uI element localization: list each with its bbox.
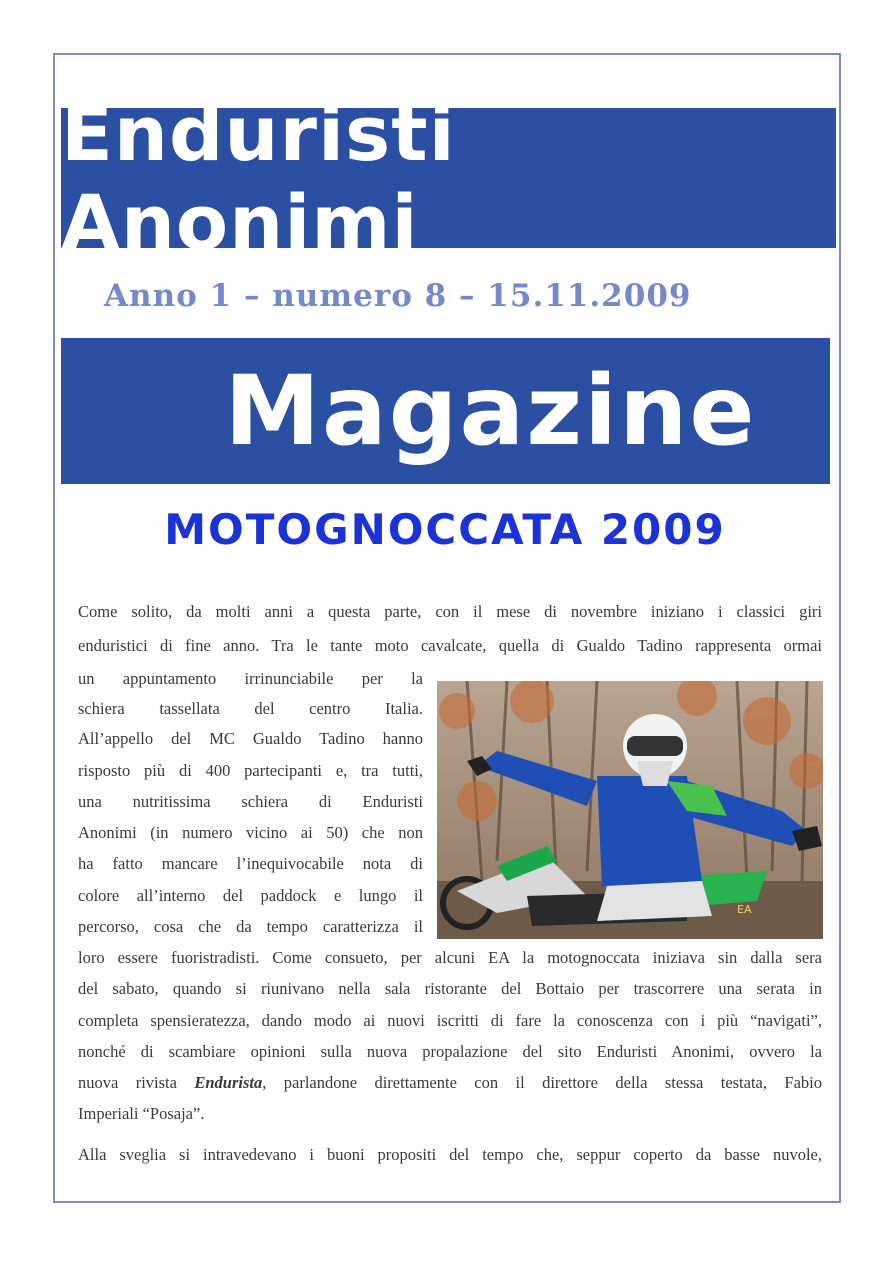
text-line: colore all’interno del paddock e lungo il <box>78 886 423 905</box>
article-headline: MOTOGNOCCATA 2009 <box>164 505 726 554</box>
magazine-title: Magazine <box>224 355 757 467</box>
text-line: risposto più di 400 partecipanti e, tra tutti, <box>78 761 423 780</box>
rivista-name: Endurista <box>194 1073 263 1092</box>
text-line: ha fatto mancare l’inequivocabile nota di <box>78 854 423 873</box>
text-line: Anonimi (in numero vicino ai 50) che non <box>78 823 423 842</box>
magazine-banner <box>61 338 830 484</box>
text-line: loro essere fuoristradisti. Come consueto, per alcuni EA la motognoccata iniziava sin dalla sera <box>78 948 822 967</box>
text-line: del sabato, quando si riunivano nella sala ristorante del Bottaio per trascorrere una serata in <box>78 979 822 998</box>
text-line: Come solito, da molti anni a questa parte, con il mese di novembre iniziano i classici giri <box>78 602 822 621</box>
text-line: All’appello del MC Gualdo Tadino hanno <box>78 729 423 748</box>
text-line: percorso, cosa che da tempo caratterizza il <box>78 917 423 936</box>
masthead-title: Enduristi Anonimi <box>61 89 456 267</box>
text-line: Alla sveglia si intravedevano i buoni propositi del tempo che, seppur coperto da basse nuvole, <box>78 1145 822 1164</box>
rivista-before: nuova rivista <box>78 1073 195 1092</box>
text-line: Imperiali “Posaja”. <box>78 1104 205 1123</box>
rivista-after: , parlandone direttamente con il direttore della stessa testata, Fabio <box>262 1073 822 1092</box>
text-line: un appuntamento irrinunciabile per la <box>78 669 423 688</box>
masthead-title-banner <box>61 89 836 267</box>
motocross-rider-photo <box>437 681 823 939</box>
issue-line: Anno 1 – numero 8 – 15.11.2009 <box>104 278 692 314</box>
text-line: una nutritissima schiera di Enduristi <box>78 792 423 811</box>
text-line: enduristici di fine anno. Tra le tante moto cavalcate, quella di Gualdo Tadino rappresenta ormai <box>78 636 822 655</box>
text-line: completa spensieratezza, dando modo ai nuovi iscritti di fare la conoscenza con i più “navigati”, <box>78 1011 822 1030</box>
text-line-rivista <box>78 1068 822 1098</box>
text-line: schiera tassellata del centro Italia. <box>78 699 423 718</box>
photo-watermark: EA <box>737 903 752 916</box>
text-line: nonché di scambiare opinioni sulla nuova propalazione del sito Enduristi Anonimi, ovvero la <box>78 1042 822 1061</box>
photo-illustration <box>437 681 823 939</box>
